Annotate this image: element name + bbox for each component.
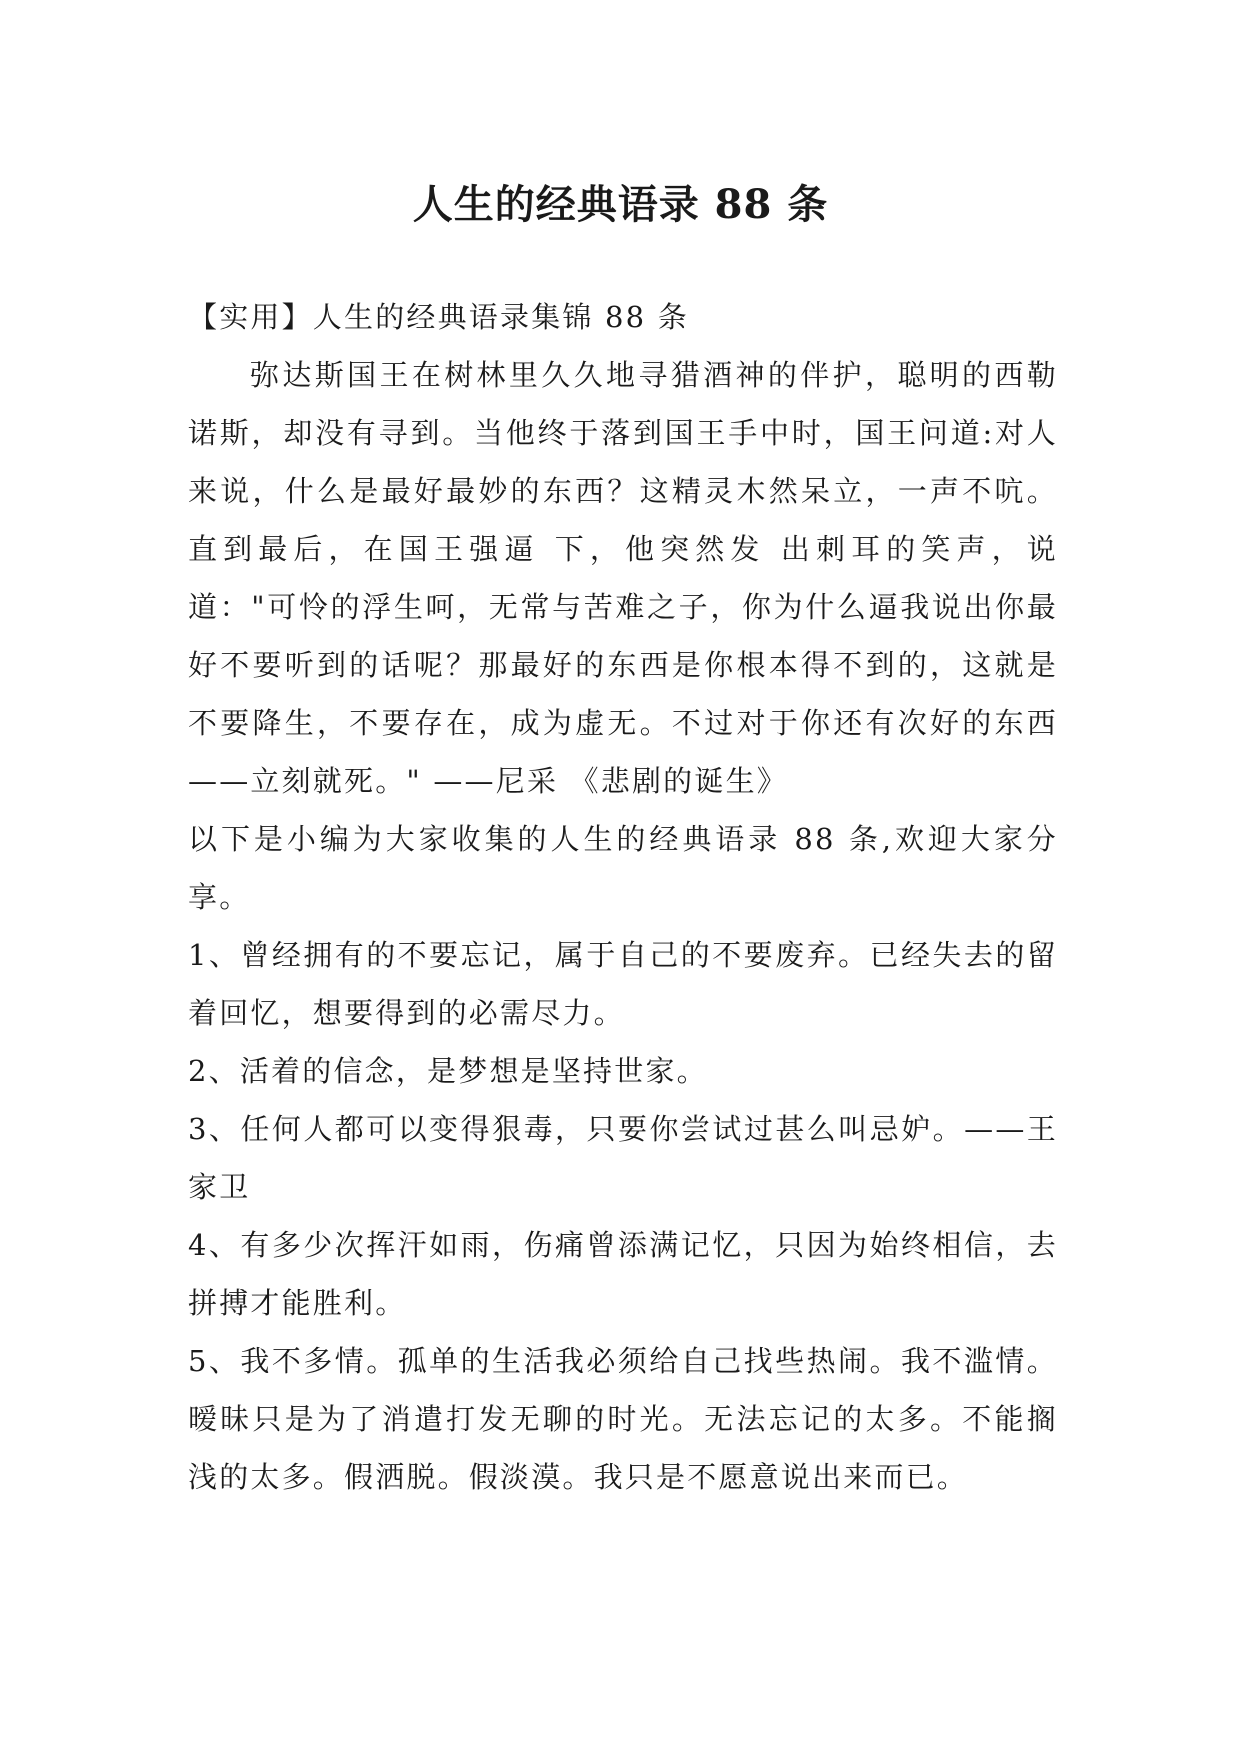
document-title: 人生的经典语录 88 条 [412,180,829,228]
quote-item-1: 1、曾经拥有的不要忘记，属于自己的不要废弃。已经失去的留着回忆，想要得到的必需尽力。 [188,938,1058,1030]
quote-item-4: 4、有多少次挥汗如雨，伤痛曾添满记忆，只因为始终相信，去拼搏才能胜利。 [188,1228,1058,1320]
lead-paragraph: 以下是小编为大家收集的人生的经典语录 88 条,欢迎大家分享。 [188,822,1058,914]
document-body [188,288,1058,1506]
quote-item-2: 2、活着的信念，是梦想是坚持世家。 [188,1054,708,1088]
quote-item-5: 5、我不多情。孤单的生活我必须给自己找些热闹。我不滥情。暧昧只是为了消遣打发无聊的时光。无法忘记的太多。不能搁浅的太多。假洒脱。假淡漠。我只是不愿意说出来而已。 [188,1344,1058,1494]
quote-item-3: 3、任何人都可以变得狠毒，只要你尝试过甚么叫忌妒。——王家卫 [188,1112,1058,1204]
intro-paragraph: 弥达斯国王在树林里久久地寻猎酒神的伴护，聪明的西勒诺斯，却没有寻到。当他终于落到国王手中时，国王问道:对人来说，什么是最好最妙的东西？这精灵木然呆立，一声不吭。直到最后，在国王强逼 下，他突然发 出刺耳的笑声，说道："可怜的浮生呵，无常与苦难之子，你为什么逼我说出你最好不要听到的话呢？那最好的东西是你根本得不到的，这就是不要降生，不要存在，成为虚无。不过对于你还有次好的东西——立刻就死。" ——尼采 《悲剧的诞生》 [188,358,1058,798]
document-subtitle: 【实用】人生的经典语录集锦 88 条 [188,300,689,334]
